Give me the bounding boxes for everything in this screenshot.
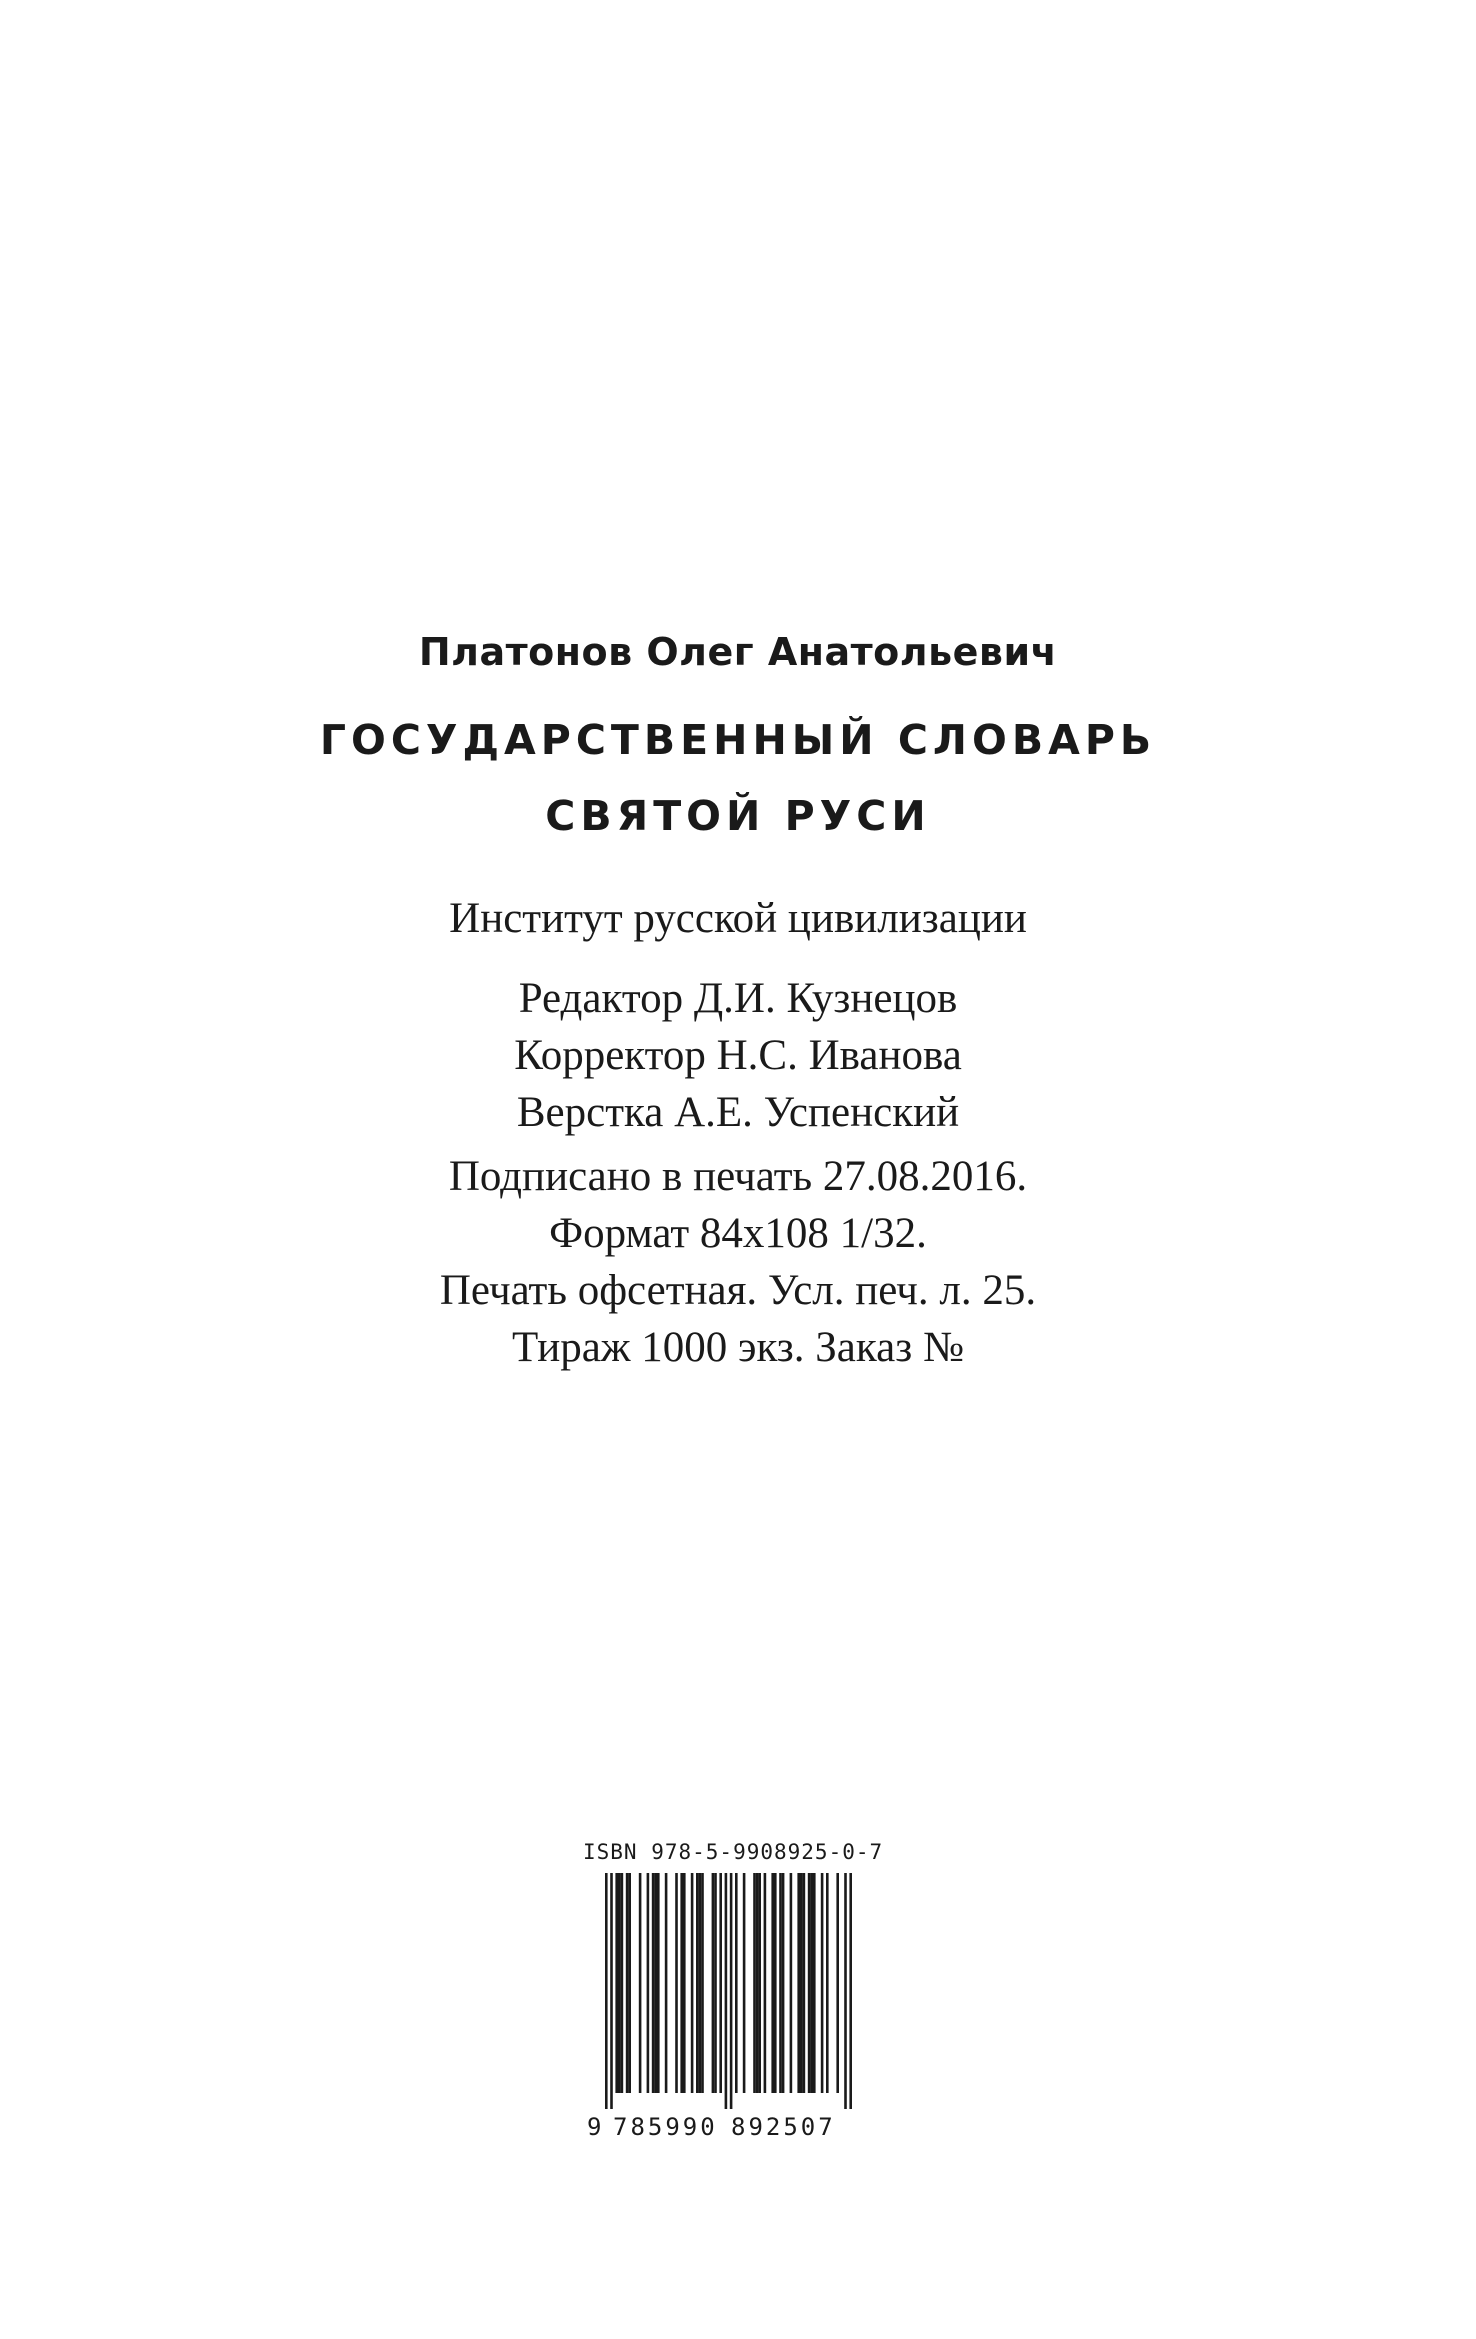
format-line: Формат 84x108 1/32.	[549, 1210, 927, 1257]
barcode-bar	[782, 1873, 785, 2093]
barcode-leading-digit: 9	[587, 2113, 602, 2141]
layout-line: Верстка А.Е. Успенский	[516, 1089, 960, 1136]
isbn-barcode-block	[583, 1839, 884, 2149]
print-run-line: Тираж 1000 экз. Заказ №	[512, 1324, 964, 1371]
book-title	[0, 702, 1476, 854]
barcode-bar	[735, 1873, 738, 2093]
barcode-bar	[758, 1873, 761, 2093]
barcode-bar	[813, 1873, 816, 2093]
title-line-1: ГОСУДАРСТВЕННЫЙ СЛОВАРЬ	[319, 716, 1157, 764]
barcode-bar	[647, 1873, 650, 2093]
staff-list	[0, 970, 1476, 1141]
barcode-bar	[621, 1873, 624, 2093]
publisher-name: Институт русской цивилизации	[449, 895, 1027, 942]
barcode-bar	[719, 1873, 722, 2093]
barcode-bar	[657, 1873, 660, 2093]
proofreader-line: Корректор Н.С. Иванова	[514, 1032, 962, 1079]
barcode-right-digits: 892507	[731, 2113, 836, 2141]
print-details	[0, 1148, 1476, 1376]
barcode-bar	[849, 1873, 852, 2109]
signed-to-print-line: Подписано в печать 27.08.2016.	[448, 1153, 1028, 1200]
barcode-bar	[826, 1873, 829, 2093]
barcode-bar	[803, 1873, 806, 2093]
barcode-bar	[800, 1873, 803, 2093]
editor-line: Редактор Д.И. Кузнецов	[518, 975, 958, 1022]
title-line-2: СВЯТОЙ РУСИ	[545, 792, 931, 840]
barcode-bar	[691, 1873, 694, 2093]
barcode-bar	[712, 1873, 715, 2093]
barcode-bar	[836, 1873, 839, 2093]
barcode-bar	[774, 1873, 777, 2093]
barcode-bar	[699, 1873, 702, 2093]
barcode-bar	[753, 1873, 756, 2093]
barcode-bar	[615, 1873, 618, 2093]
barcode-bar	[654, 1873, 657, 2093]
barcode-bar	[844, 1873, 847, 2109]
barcode-bar	[764, 1873, 767, 2093]
barcode-bar	[665, 1873, 668, 2093]
barcode-left-digits: 785990	[613, 2113, 718, 2141]
barcode-bar	[810, 1873, 813, 2093]
barcode-bar	[701, 1873, 704, 2093]
barcode-icon	[583, 1873, 865, 2149]
barcode-bar	[756, 1873, 759, 2093]
barcode-bar	[626, 1873, 629, 2093]
barcode-bar	[743, 1873, 746, 2093]
barcode-bar	[652, 1873, 655, 2093]
printing-line: Печать офсетная. Усл. печ. л. 25.	[439, 1267, 1037, 1314]
barcode-bar	[779, 1873, 782, 2093]
isbn-label: ISBN 978-5-9908925-0-7	[583, 1840, 884, 1864]
barcode-bar	[808, 1873, 811, 2093]
barcode-bar	[610, 1873, 613, 2109]
barcode-bar	[696, 1873, 699, 2093]
barcode-bar	[771, 1873, 774, 2093]
barcode-bar	[628, 1873, 631, 2093]
barcode-bar	[821, 1873, 824, 2093]
barcode-bar	[618, 1873, 621, 2093]
barcode-bar	[714, 1873, 717, 2093]
barcode-bar	[790, 1873, 793, 2093]
barcode-bar	[683, 1873, 686, 2093]
barcode-bar	[725, 1873, 728, 2109]
barcode-bar	[639, 1873, 642, 2093]
barcode-bar	[730, 1873, 733, 2109]
barcode-bar	[605, 1873, 608, 2109]
barcode-bar	[675, 1873, 678, 2093]
author-name: Платонов Олег Анатольевич	[418, 630, 1058, 674]
barcode-bar	[797, 1873, 800, 2093]
barcode-bar	[680, 1873, 683, 2093]
